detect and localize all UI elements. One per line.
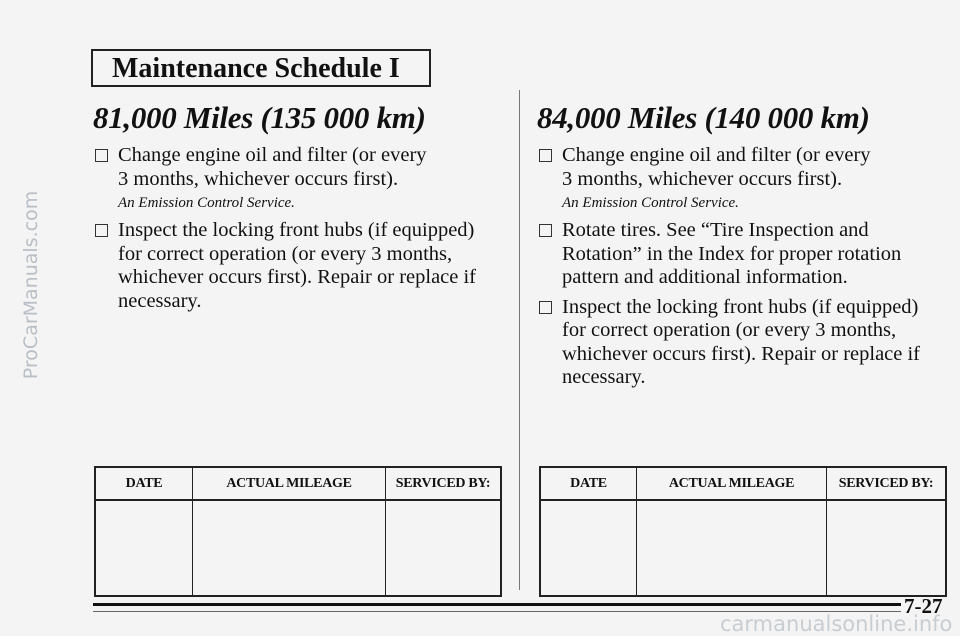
watermark-bottom: carmanualsonline.info [720, 612, 953, 636]
checklist-item [93, 144, 513, 213]
item-line: Inspect the locking front hubs (if equipped) [562, 295, 919, 318]
watermark-left: ProCarManuals.com [20, 190, 42, 380]
serviced-by-cell[interactable] [386, 500, 502, 596]
item-line: Inspect the locking front hubs (if equipped) [118, 219, 475, 241]
service-log-table-84000 [539, 466, 947, 597]
date-cell[interactable] [95, 500, 193, 596]
header-actual-mileage: ACTUAL MILEAGE [637, 467, 827, 500]
item-line: for correct operation (or every 3 months, [562, 319, 897, 341]
checklist-item [93, 219, 513, 313]
footer-rule [93, 603, 901, 606]
page-number: 7-27 [904, 594, 943, 618]
item-line: for correct operation (or every 3 months, [118, 242, 453, 265]
header-serviced-by: SERVICED BY: [386, 467, 502, 500]
header-serviced-by: SERVICED BY: [827, 467, 947, 500]
checkbox[interactable] [95, 224, 108, 237]
service-log-table-81000 [94, 466, 502, 597]
checkbox[interactable] [539, 149, 552, 162]
item-line: pattern and additional information. [562, 266, 848, 288]
checkbox[interactable] [95, 149, 108, 162]
checklist-item [537, 144, 957, 213]
checklist-item [537, 296, 957, 390]
date-cell[interactable] [540, 500, 637, 596]
serviced-by-cell[interactable] [827, 500, 947, 596]
item-line: 3 months, whichever occurs first). [562, 167, 843, 190]
mileage-cell[interactable] [637, 500, 827, 596]
item-line: necessary. [562, 366, 646, 388]
item-line: necessary. [118, 289, 202, 312]
mileage-cell[interactable] [193, 500, 386, 596]
emission-note: An Emission Control Service. [118, 195, 295, 211]
mileage-heading: 81,000 Miles (135 000 km) [93, 100, 426, 135]
item-line: 3 months, whichever occurs first). [118, 167, 399, 190]
mileage-heading: 84,000 Miles (140 000 km) [537, 100, 870, 135]
checkbox[interactable] [539, 224, 552, 237]
item-line: Change engine oil and filter (or every [562, 144, 871, 166]
item-line: whichever occurs first). Repair or replace if [562, 342, 921, 365]
item-line: Rotate tires. See “Tire Inspection and [562, 219, 869, 241]
column-divider [519, 90, 520, 590]
header-date: DATE [540, 467, 637, 500]
item-line: Rotation” in the Index for proper rotation [562, 242, 902, 265]
emission-note: An Emission Control Service. [562, 195, 739, 211]
column-84000 [537, 100, 957, 396]
section-title: Maintenance Schedule I [91, 49, 431, 87]
header-date: DATE [95, 467, 193, 500]
item-line: Change engine oil and filter (or every [118, 144, 427, 166]
checklist-item [537, 219, 957, 290]
column-81000 [93, 100, 513, 319]
item-line: whichever occurs first). Repair or replace if [118, 266, 477, 288]
header-actual-mileage: ACTUAL MILEAGE [193, 467, 386, 500]
checkbox[interactable] [539, 301, 552, 314]
